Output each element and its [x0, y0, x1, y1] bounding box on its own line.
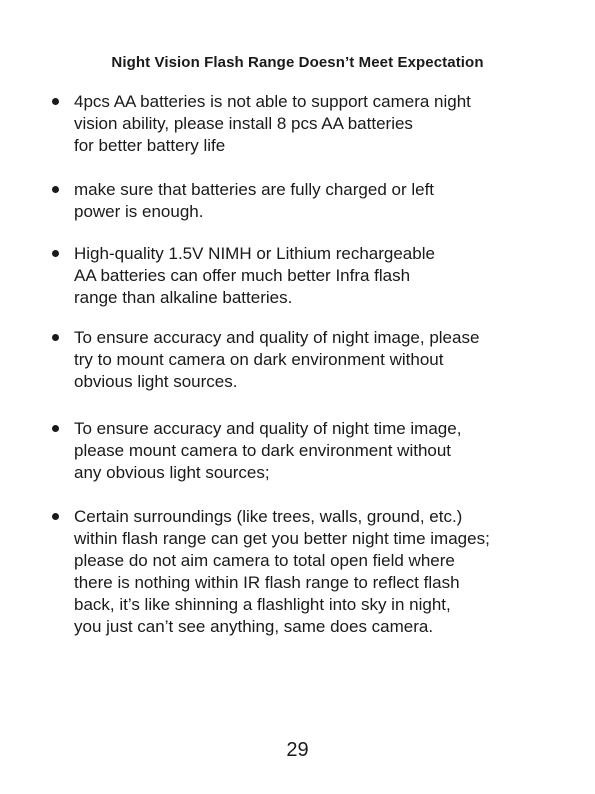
bullet-line: obvious light sources.	[74, 372, 238, 391]
bullet-line: any obvious light sources;	[74, 463, 270, 482]
bullet-line: To ensure accuracy and quality of night image, please	[74, 328, 480, 347]
bullet-line: 4pcs AA batteries is not able to support camera night	[74, 92, 471, 111]
bullet-line: there is nothing within IR flash range to reflect flash	[74, 573, 460, 592]
bullet-line: please mount camera to dark environment without	[74, 441, 452, 460]
bullet-line: High-quality 1.5V NIMH or Lithium rechargeable	[74, 244, 435, 263]
bullet-line: within flash range can get you better night time images;	[74, 529, 490, 548]
bullet-dot-icon	[52, 513, 59, 520]
bullet-line: back, it’s like shinning a flashlight into sky in night,	[74, 595, 451, 614]
bullet-line: for better battery life	[74, 136, 226, 155]
bullet-dot-icon	[52, 425, 59, 432]
bullet-line: you just can’t see anything, same does camera.	[74, 617, 434, 636]
bullet-line: range than alkaline batteries.	[74, 288, 293, 307]
bullet-line: AA batteries can offer much better Infra flash	[74, 266, 411, 285]
page-number: 29	[286, 739, 309, 761]
bullet-text	[74, 179, 554, 223]
bullet-text	[74, 418, 554, 484]
bullet-line: try to mount camera on dark environment without	[74, 350, 444, 369]
bullet-line: vision ability, please install 8 pcs AA batteries	[74, 114, 413, 133]
bullet-text	[74, 243, 554, 309]
bullet-line: To ensure accuracy and quality of night time image,	[74, 419, 462, 438]
bullet-dot-icon	[52, 98, 59, 105]
bullet-dot-icon	[52, 334, 59, 341]
bullet-text	[74, 327, 554, 393]
bullet-line: please do not aim camera to total open field where	[74, 551, 455, 570]
bullet-dot-icon	[52, 250, 59, 257]
bullet-line: make sure that batteries are fully charged or left	[74, 180, 435, 199]
bullet-text	[74, 506, 554, 638]
bullet-dot-icon	[52, 186, 59, 193]
bullet-text	[74, 91, 554, 157]
bullet-line: Certain surroundings (like trees, walls, ground, etc.)	[74, 507, 463, 526]
bullet-line: power is enough.	[74, 202, 204, 221]
section-heading: Night Vision Flash Range Doesn’t Meet Expectation	[111, 54, 484, 71]
